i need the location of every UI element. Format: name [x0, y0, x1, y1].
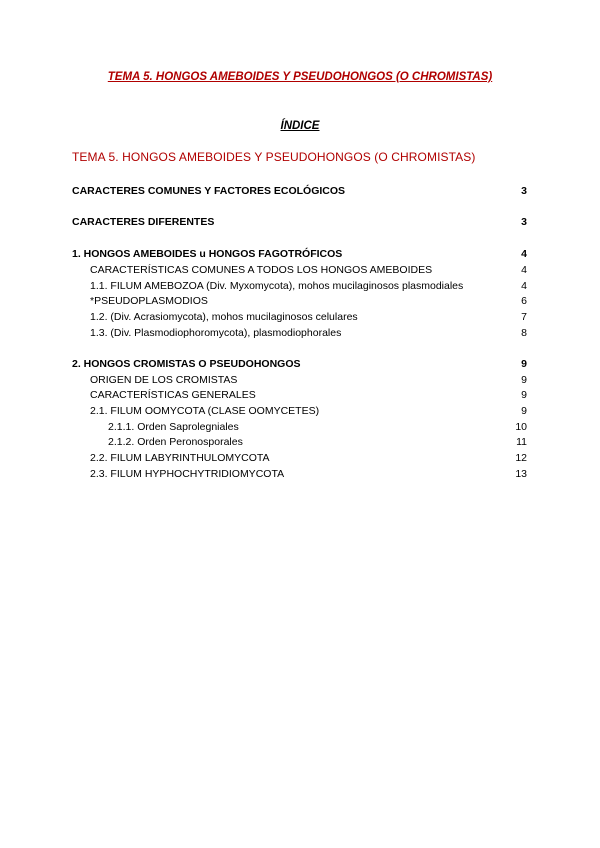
- toc-entry-page: 9: [521, 405, 527, 417]
- toc-entry-label: CARACTERES COMUNES Y FACTORES ECOLÓGICOS: [72, 185, 346, 197]
- toc-entry-page: 13: [515, 468, 527, 480]
- toc-entry-label: 1. HONGOS AMEBOIDES u HONGOS FAGOTRÓFICOS: [72, 248, 343, 260]
- toc-entry-page: 4: [521, 264, 527, 276]
- toc-entry[interactable]: [72, 357, 527, 371]
- document-title: TEMA 5. HONGOS AMEBOIDES Y PSEUDOHONGOS (O CHROMISTAS): [107, 71, 493, 83]
- toc-entry[interactable]: [90, 404, 527, 418]
- toc-entry-page: 9: [521, 374, 527, 386]
- toc-entry-label: CARACTERÍSTICAS COMUNES A TODOS LOS HONGOS AMEBOIDES: [90, 264, 433, 276]
- toc-entry[interactable]: [72, 184, 527, 198]
- toc-entry-page: 12: [515, 452, 527, 464]
- toc-entry-page: 9: [521, 389, 527, 401]
- toc-entry-label: 2. HONGOS CROMISTAS O PSEUDOHONGOS: [72, 358, 301, 370]
- toc-entry-label: 2.1. FILUM OOMYCOTA (CLASE OOMYCETES): [90, 405, 320, 417]
- toc-entry-label: 1.1. FILUM AMEBOZOA (Div. Myxomycota), mohos mucilaginosos plasmodiales: [90, 280, 464, 292]
- toc-entry-label: 2.3. FILUM HYPHOCHYTRIDIOMYCOTA: [90, 468, 285, 480]
- toc-entry-page: 11: [516, 436, 527, 448]
- toc-entry[interactable]: [72, 247, 527, 261]
- toc-entry-label: ORIGEN DE LOS CROMISTAS: [90, 374, 238, 386]
- toc-entry[interactable]: [90, 388, 527, 402]
- toc-title: TEMA 5. HONGOS AMEBOIDES Y PSEUDOHONGOS (O CHROMISTAS): [72, 150, 476, 164]
- toc-entry-page: 3: [521, 216, 527, 228]
- toc-entry[interactable]: [90, 263, 527, 277]
- toc-entry[interactable]: [72, 215, 527, 229]
- toc-entry-label: *PSEUDOPLASMODIOS: [90, 295, 208, 307]
- toc-entry-label: 1.2. (Div. Acrasiomycota), mohos mucilaginosos celulares: [90, 311, 358, 323]
- toc-entry[interactable]: [90, 310, 527, 324]
- toc-entry-page: 7: [521, 311, 527, 323]
- toc-entry-page: 3: [521, 185, 527, 197]
- toc-entry-page: 8: [521, 327, 527, 339]
- toc-entry-label: 2.1.2. Orden Peronosporales: [108, 436, 243, 448]
- toc-entry-label: CARACTERES DIFERENTES: [72, 216, 215, 228]
- toc-entry-page: 4: [521, 248, 527, 260]
- toc-entry[interactable]: [90, 451, 527, 465]
- toc-entry-label: 2.1.1. Orden Saprolegniales: [108, 421, 239, 433]
- toc-entry-label: 2.2. FILUM LABYRINTHULOMYCOTA: [90, 452, 270, 464]
- toc-entry-label: CARACTERÍSTICAS GENERALES: [90, 389, 256, 401]
- index-heading: ÍNDICE: [280, 120, 320, 132]
- toc-entry-page: 6: [521, 295, 527, 307]
- toc-entry[interactable]: [90, 373, 527, 387]
- toc-entry[interactable]: [90, 326, 527, 340]
- toc-entry[interactable]: [90, 279, 527, 293]
- toc-entry-page: 10: [515, 421, 527, 433]
- toc-entry[interactable]: [90, 467, 527, 481]
- toc-entry[interactable]: [108, 435, 527, 449]
- toc-entry[interactable]: [90, 294, 527, 308]
- toc-entry[interactable]: [108, 420, 527, 434]
- toc-entry-page: 4: [521, 280, 527, 292]
- toc-entry-page: 9: [521, 358, 527, 370]
- toc-entry-label: 1.3. (Div. Plasmodiophoromycota), plasmodiophorales: [90, 327, 342, 339]
